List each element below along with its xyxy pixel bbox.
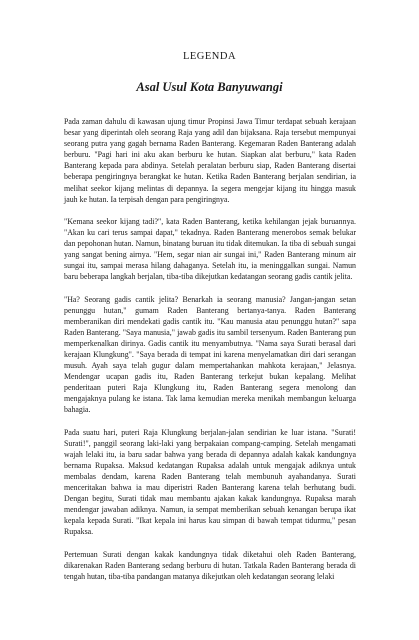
document-title: Asal Usul Kota Banyuwangi	[136, 80, 283, 94]
document-body	[64, 116, 356, 593]
paragraph-5: Pertemuan Surati dengan kakak kandungnya tidak diketahui oleh Raden Banterang, dikarenakan Raden Banterang sedang berburu di hutan. Tatkala Raden Banterang berada di tengah hutan, tiba-tiba pandangan matanya dikejutkan oleh kedatangan seorang lelaki	[64, 549, 356, 581]
paragraph-4: Pada suatu hari, puteri Raja Klungkung berjalan-jalan sendirian ke luar istana. "Surati! Surati!", panggil seorang laki-laki yang berpakaian compang-camping. Setelah mengamati wajah lelaki itu, ia baru sadar bahwa yang berada di depannya adalah kakak kandungnya bernama Rupaksa. Maksud kedatangan Rupaksa adalah untuk mengajak adiknya untuk membalas dendam, karena Raden Banterang telah membunuh ayahandanya. Surati menceritakan bahwa ia mau diperistri Raden Banterang karena telah berhutang budi. Dengan begitu, Surati tidak mau membantu ajakan kakak kandungnya. Rupaksa marah mendengar jawaban adiknya. Namun, ia sempat memberikan sebuah kenangan berupa ikat kepala kepada Surati. "Ikat kepala ini harus kau simpan di bawah tempat tidurmu," pesan Rupaksa.	[64, 427, 356, 537]
paragraph-2: "Kemana seekor kijang tadi?", kata Raden Banterang, ketika kehilangan jejak buruannya. "Akan ku cari terus sampai dapat," tekadnya. Raden Banterang menerobos semak belukar dan pepohonan hutan. Namun, binatang buruan itu tidak ditemukan. Ia tiba di sebuah sungai yang sangat bening airnya. "Hem, segar nian air sungai ini," Raden Banterang minum air sungai itu, sampai merasa hilang dahaganya. Setelah itu, ia meninggalkan sungai. Namun baru beberapa langkah berjalan, tiba-tiba dikejutkan kedatangan seorang gadis cantik jelita.	[64, 216, 356, 282]
paragraph-1: Pada zaman dahulu di kawasan ujung timur Propinsi Jawa Timur terdapat sebuah kerajaan besar yang diperintah oleh seorang Raja yang adil dan bijaksana. Raja tersebut mempunyai seorang putra yang gagah bernama Raden Banterang. Kegemaran Raden Banterang adalah berburu. "Pagi hari ini aku akan berburu ke hutan. Siapkan alat berburu," kata Raden Banterang kepada para abdinya. Setelah peralatan berburu siap, Raden Banterang disertai beberapa pengiringnya berangkat ke hutan. Ketika Raden Banterang berjalan sendirian, ia melihat seekor kijang melintas di depannya. Ia segera mengejar kijang itu hingga masuk jauh ke hutan. Ia terpisah dengan para pengiringnya.	[64, 117, 356, 204]
document-heading: LEGENDA	[182, 51, 237, 62]
paragraph-3: "Ha? Seorang gadis cantik jelita? Benarkah ia seorang manusia? Jangan-jangan setan penunggu hutan," gumam Raden Banterang bertanya-tanya. Raden Banterang memberanikan diri mendekati gadis cantik itu. "Kau manusia atau penunggu hutan?" sapa Raden Banterang. "Saya manusia," jawab gadis itu sambil tersenyum. Raden Banterang pun memperkenalkan dirinya. Gadis cantik itu menyambutnya. "Nama saya Surati berasal dari kerajaan Klungkung". "Saya berada di tempat ini karena menyelamatkan diri dari serangan musuh. Ayah saya telah gugur dalam mempertahankan mahkota kerajaan," Jelasnya. Mendengar ucapan gadis itu, Raden Banterang terkejut bukan kepalang. Melihat penderitaan puteri Raja Klungkung itu, Raden Banterang segera menolong dan mengajaknya pulang ke istana. Tak lama kemudian mereka menikah membangun keluarga bahagia.	[64, 294, 356, 415]
